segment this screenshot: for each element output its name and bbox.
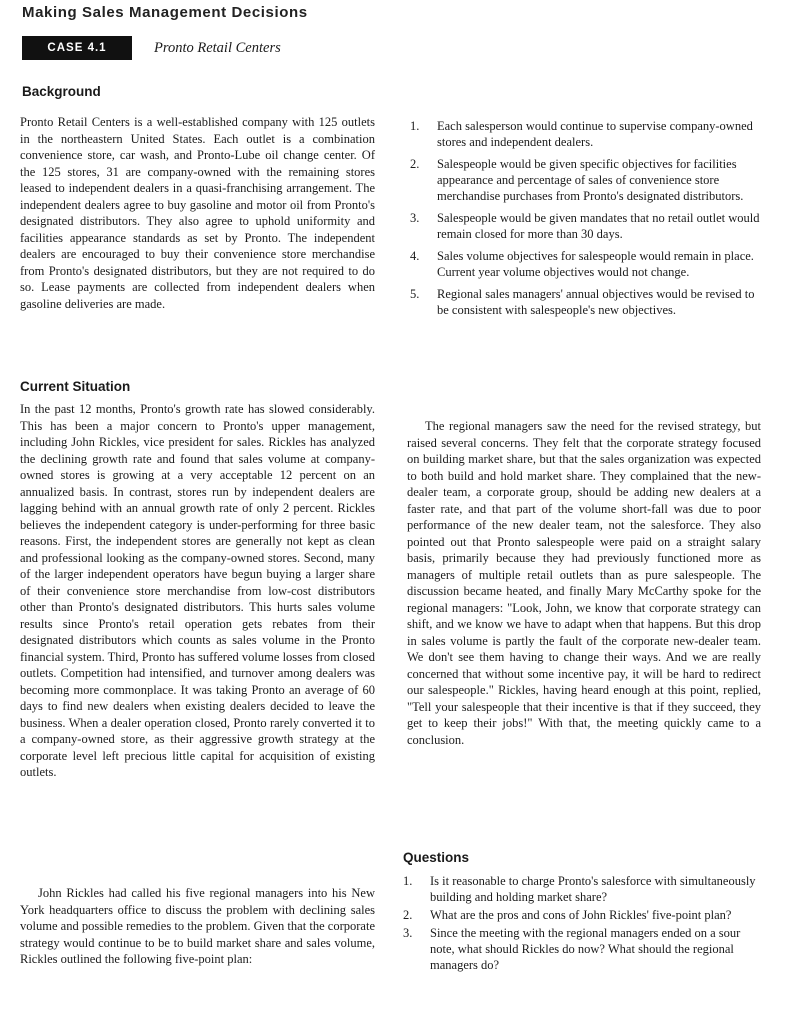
chapter-header: Making Sales Management Decisions <box>22 4 308 21</box>
list-item-text: Salespeople would be given mandates that no retail outlet would remain closed for more than 30 days. <box>437 211 760 241</box>
list-item-text: Sales volume objectives for salespeople would remain in place. Current year volume objectives would not change. <box>437 249 754 279</box>
list-item <box>400 925 762 973</box>
list-item <box>407 248 761 280</box>
list-item-number: 4. <box>410 249 420 263</box>
list-item <box>400 907 762 923</box>
list-item-number: 2. <box>403 908 413 922</box>
list-item-number: 3. <box>403 926 413 940</box>
five-point-plan-list <box>407 118 761 318</box>
list-item <box>400 873 762 905</box>
list-item-text: Since the meeting with the regional managers ended on a sour note, what should Rickles do now? What should the regional managers do? <box>430 926 741 972</box>
list-item <box>407 156 761 204</box>
questions-list <box>400 873 762 973</box>
case-number-badge: CASE 4.1 <box>22 36 132 60</box>
background-heading: Background <box>22 84 101 99</box>
current-situation-heading: Current Situation <box>20 379 131 394</box>
list-item-text: Regional sales managers' annual objectives would be revised to be consistent with salespeople's new objectives. <box>437 287 755 317</box>
list-item <box>407 210 761 242</box>
background-paragraph: Pronto Retail Centers is a well-established company with 125 outlets in the northeastern United States. Each outlet is a combination convenience store, car wash, and Pronto-Lube oil change center. Of the 125 stores, 31 are company-owned with the remaining stores leased to independent dealers in a quasi-franchising arrangement. The independent dealers agree to buy gasoline and motor oil from Pronto's designated distributors. They also agree to uphold uniformity and facilities appearance standards as set by Pronto. The independent dealers are encouraged to buy their convenience store merchandise from Pronto's designated distributors, but they are not required to do so. Lease payments are collected from independent dealers when gasoline deliveries are made. <box>20 115 375 311</box>
list-item-text: Each salesperson would continue to supervise company-owned stores and independent dealers. <box>437 119 753 149</box>
list-item <box>407 118 761 150</box>
case-title-row <box>22 36 281 60</box>
questions-heading: Questions <box>403 850 470 865</box>
list-item-number: 2. <box>410 157 420 171</box>
discussion-paragraph: The regional managers saw the need for the revised strategy, but raised several concerns. They felt that the corporate strategy focused on building market share, but that the sales organization was expected to both build and hold market share. They complained that the new-dealer team, a corporate group, should be adding new dealers at a faster rate, and that part of the volume short-fall was due to poor performance of the new dealer team, not the salesforce. They also pointed out that Pronto salespeople were paid on a straight salary basis, primarily because they had previously functioned more as managers of multiple retail outlets than as pure salespeople. The discussion became heated, and finally Mary McCarthy spoke for the regional managers: "Look, John, we know that corporate strategy can shift, and we know we have to adapt when that happens. But this drop in sales volume is partly the fault of the corporate new-dealer team. We don't see them having to change their ways. And we are really concerned that without some incentive pay, it will be hard to redirect our salespeople." Rickles, having heard enough at this point, replied, "Tell your salespeople that their incentive is that if they succeed, they get to keep their jobs!" With that, the meeting quickly came to a conclusion. <box>407 419 761 747</box>
list-item-number: 1. <box>403 874 413 888</box>
list-item-text: What are the pros and cons of John Rickles' five-point plan? <box>430 908 732 922</box>
list-item-text: Salespeople would be given specific objectives for facilities appearance and percentage of sales of convenience store merchandise purchases from Pronto's designated distributors. <box>437 157 744 203</box>
current-situation-paragraph-1: In the past 12 months, Pronto's growth rate has slowed considerably. This has been a major concern to Pronto's upper management, including John Rickles, vice president for sales. Rickles has analyzed the declining growth rate and found that sales volume at company-owned stores is growing at a very acceptable 12 percent on an annualized basis. In contrast, stores run by independent dealers are lagging behind with an annual growth rate of only 2 percent. Rickles believes the independent category is under-performing for three basic reasons. First, the independent stores are generally not kept as clean and professional looking as the company-owned stores. Second, many of the larger independent operators have begun buying a larger share of their convenience store merchandise from low-cost distributors other than Pronto's designated distributors. This hurts sales volume results since Pronto's retail operation gets rebates from their designated distributors which counts as sales volume in the Pronto financial system. Third, Pronto has suffered volume losses from closed outlets. Competition had intensified, and turnover among dealers was becoming more commonplace. It was taking Pronto an average of 60 days to find new dealers when existing dealers decided to leave the business. When a dealer operation closed, Pronto rarely converted it to a company-owned store, as their aggressive growth strategy at the corporate level left precious little capital for acquisition of existing outlets. <box>20 402 375 779</box>
list-item-text: Is it reasonable to charge Pronto's salesforce with simultaneously building and holding market share? <box>430 874 756 904</box>
current-situation-paragraph-2: John Rickles had called his five regional managers into his New York headquarters office to discuss the problem with declining sales volume and possible remedies to the problem. Given that the corporate strategy would continue to be to build market share and sales volume, Rickles outlined the following five-point plan: <box>20 886 375 966</box>
list-item-number: 3. <box>410 211 420 225</box>
list-item-number: 1. <box>410 119 420 133</box>
list-item <box>407 286 761 318</box>
case-title: Pronto Retail Centers <box>154 39 281 56</box>
list-item-number: 5. <box>410 287 420 301</box>
